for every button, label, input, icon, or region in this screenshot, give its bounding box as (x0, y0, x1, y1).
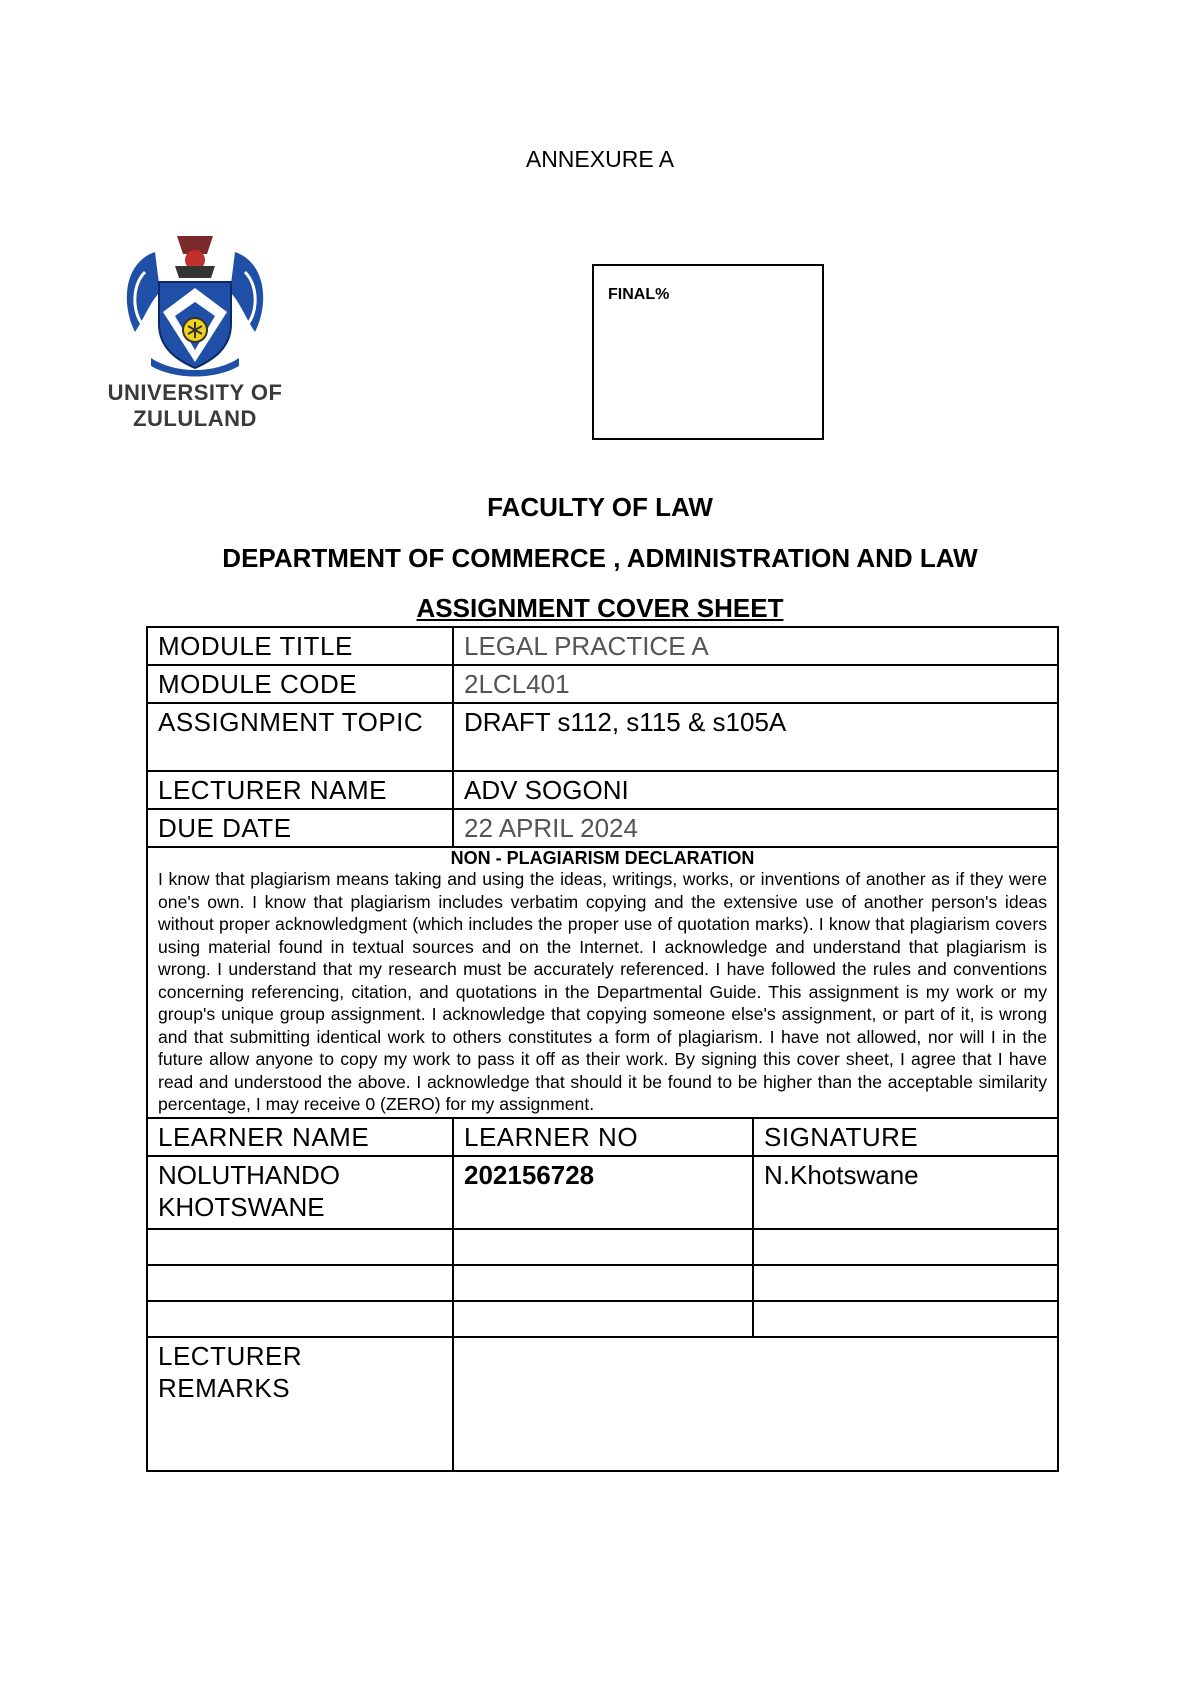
lecturer-name-row (147, 771, 1058, 809)
learner-number: 202156728 (453, 1156, 753, 1229)
declaration-row (147, 847, 1058, 1118)
learner-header-row (147, 1118, 1058, 1156)
declaration-text: I know that plagiarism means taking and using the ideas, writings, works, or inventions of another as if they were one's own. I know that plagiarism includes verbatim copying and the extensive use of another person's ideas without proper acknowledgment (which includes the proper use of quotation marks). I know that plagiarism covers using material found in textual sources and on the Internet. I acknowledge and understand that plagiarism is wrong. I understand that my research must be accurately referenced. I have followed the rules and conventions concerning referencing, citation, and quotations in the Departmental Guide. This assignment is my work or my group's unique group assignment. I acknowledge that copying someone else's assignment, or part of it, is wrong and that submitting identical work to others constitutes a form of plagiarism. I have not allowed, nor will I in the future allow anyone to copy my work to pass it off as their work. By signing this cover sheet, I agree that I have read and understood the above. I acknowledge that should it be found to be higher than the acceptable similarity percentage, I may receive 0 (ZERO) for my assignment. (158, 869, 1047, 1114)
empty-cell (753, 1265, 1058, 1301)
learner-name-line2: KHOTSWANE (158, 1191, 325, 1222)
assignment-topic-label: ASSIGNMENT TOPIC (147, 703, 453, 771)
declaration-cell (147, 847, 1058, 1118)
assignment-topic-row (147, 703, 1058, 771)
lecturer-remarks-label (147, 1337, 453, 1471)
empty-learner-row (147, 1229, 1058, 1265)
signature-header: SIGNATURE (753, 1118, 1058, 1156)
empty-cell (753, 1301, 1058, 1337)
faculty-title: FACULTY OF LAW (487, 492, 713, 522)
empty-cell (753, 1229, 1058, 1265)
annexure-heading: ANNEXURE A (525, 146, 675, 172)
learner-name-cell (147, 1156, 453, 1229)
due-date-row (147, 809, 1058, 847)
lecturer-remarks-line1: LECTURER (158, 1340, 303, 1371)
university-name-line1: UNIVERSITY OF (107, 380, 283, 405)
empty-cell (147, 1301, 453, 1337)
assignment-topic-value: DRAFT s112, s115 & s105A (453, 703, 1058, 771)
module-code-label: MODULE CODE (147, 665, 453, 703)
university-name-line2: ZULULAND (133, 406, 257, 431)
empty-cell (453, 1301, 753, 1337)
due-date-value: 22 APRIL 2024 (453, 809, 1058, 847)
lecturer-remarks-line2: REMARKS (158, 1372, 291, 1403)
empty-learner-row (147, 1265, 1058, 1301)
crest-icon (115, 232, 275, 378)
declaration-title: NON - PLAGIARISM DECLARATION (450, 848, 755, 868)
lecturer-remarks-row (147, 1337, 1058, 1471)
department-title: DEPARTMENT OF COMMERCE , ADMINISTRATION AND LAW (222, 543, 978, 573)
learner-name-header: LEARNER NAME (147, 1118, 453, 1156)
university-name (95, 380, 295, 432)
empty-learner-row (147, 1301, 1058, 1337)
learner-name-line1: NOLUTHANDO (158, 1159, 341, 1190)
module-code-value: 2LCL401 (453, 665, 1058, 703)
university-crest-logo (95, 232, 295, 378)
lecturer-remarks-value (453, 1337, 1058, 1471)
module-title-label: MODULE TITLE (147, 627, 453, 665)
learner-no-header: LEARNER NO (453, 1118, 753, 1156)
final-mark-label: FINAL% (608, 286, 670, 303)
final-mark-box (592, 264, 824, 440)
empty-cell (453, 1229, 753, 1265)
due-date-label: DUE DATE (147, 809, 453, 847)
cover-sheet-title: ASSIGNMENT COVER SHEET (416, 593, 784, 623)
empty-cell (147, 1265, 453, 1301)
learner-row (147, 1156, 1058, 1229)
module-title-value: LEGAL PRACTICE A (453, 627, 1058, 665)
empty-cell (453, 1265, 753, 1301)
empty-cell (147, 1229, 453, 1265)
module-code-row (147, 665, 1058, 703)
lecturer-name-value: ADV SOGONI (453, 771, 1058, 809)
module-title-row (147, 627, 1058, 665)
cover-sheet-table (146, 626, 1059, 1472)
lecturer-name-label: LECTURER NAME (147, 771, 453, 809)
learner-signature: N.Khotswane (753, 1156, 1058, 1229)
